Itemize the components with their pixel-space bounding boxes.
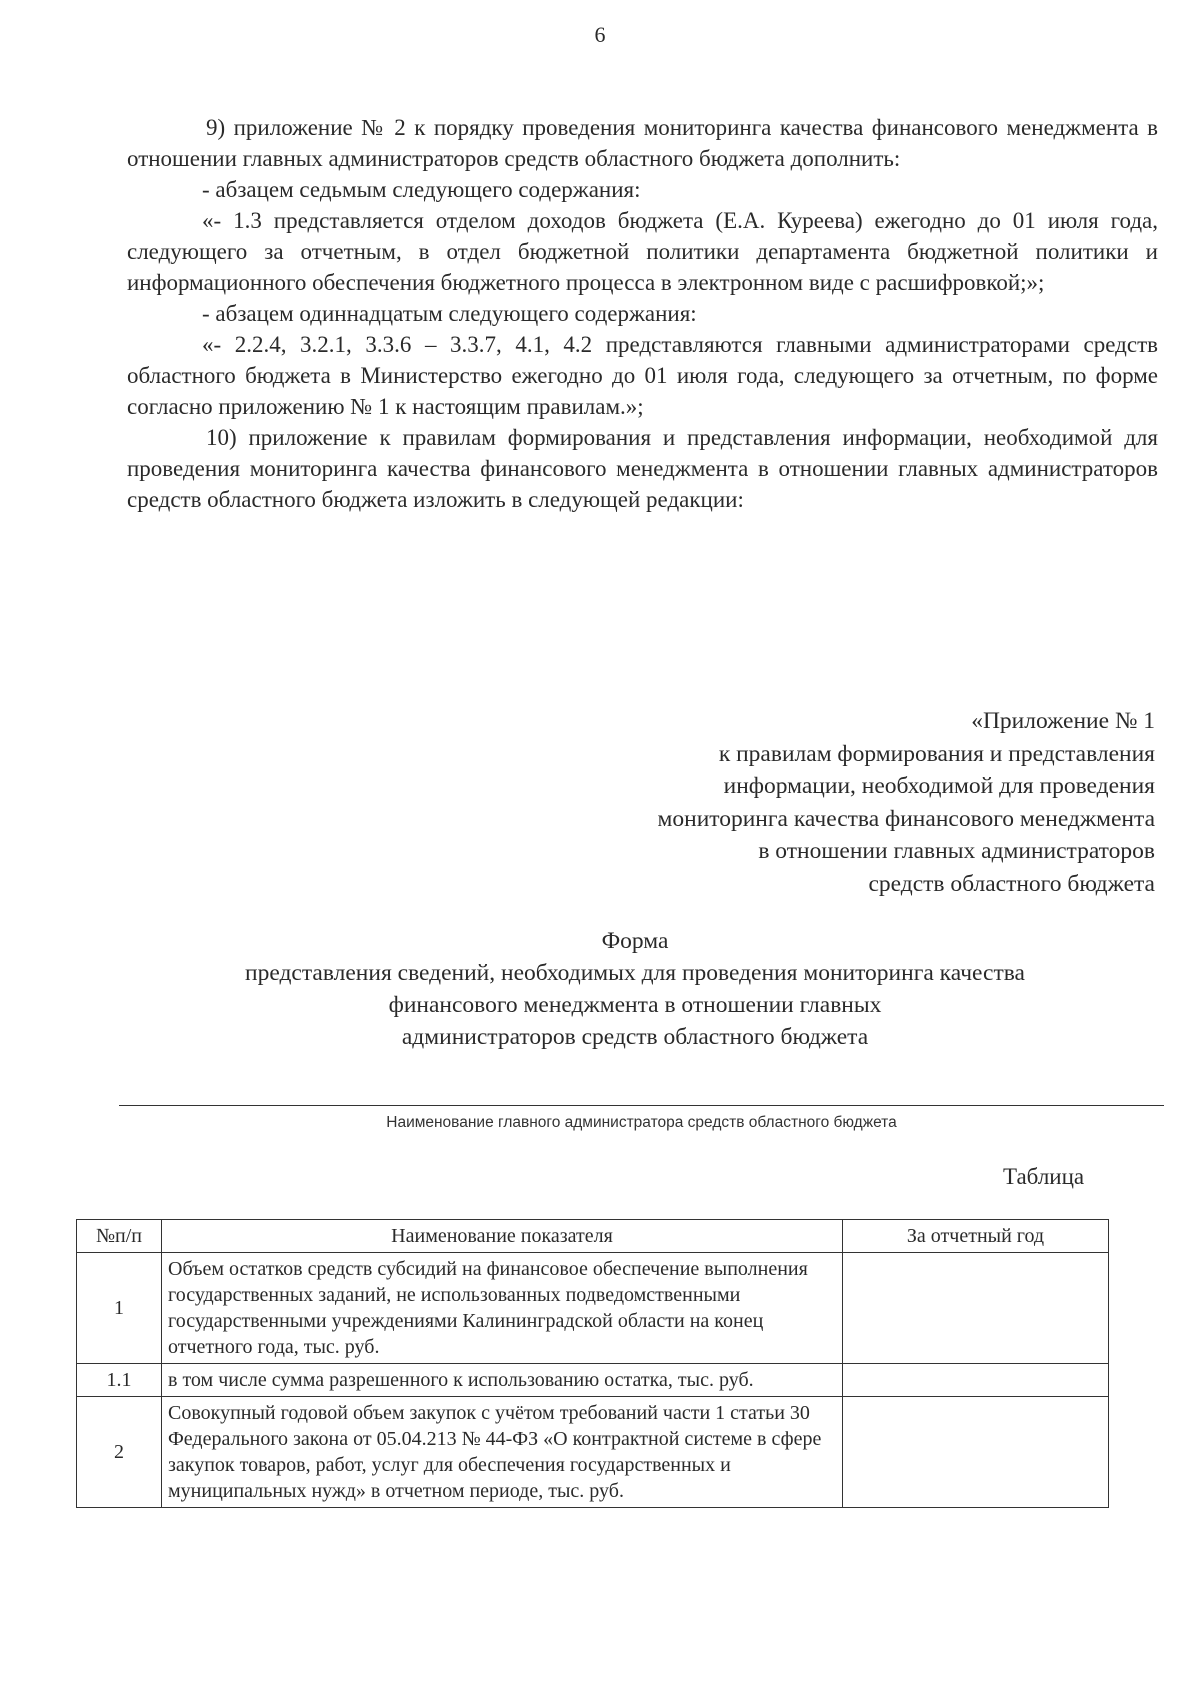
indicators-table [76, 1219, 1109, 1508]
row-value [843, 1364, 1109, 1397]
table-header-row [77, 1220, 1109, 1253]
row-num: 1 [77, 1253, 162, 1364]
form-subtitle-line: администраторов средств областного бюджета [401, 1024, 869, 1050]
admin-name-caption: Наименование главного администратора средств областного бюджета [386, 1114, 897, 1131]
row-value [843, 1253, 1109, 1364]
appendix-header [520, 705, 1155, 900]
header-name: Наименование показателя [162, 1220, 843, 1253]
form-subtitle-line: представления сведений, необходимых для проведения мониторинга качества [245, 960, 1025, 986]
form-title: Форма [601, 928, 669, 954]
row-num: 2 [77, 1397, 162, 1508]
table-label: Таблица [1003, 1164, 1085, 1189]
row-name: в том числе сумма разрешенного к использованию остатка, тыс. руб. [162, 1364, 843, 1397]
form-subtitle-line: финансового менеджмента в отношении главных [388, 992, 882, 1018]
appendix-line: в отношении главных администраторов [758, 838, 1155, 864]
table-row [77, 1364, 1109, 1397]
appendix-line: мониторинга качества финансового менеджмента [657, 805, 1155, 832]
paragraph-quote-2-2-4: «- 2.2.4, 3.2.1, 3.3.6 – 3.3.7, 4.1, 4.2 представляются главными администраторами средств областного бюджета в Министерство ежегодно до 01 июля года, следующего за отчетным, по форме согласно приложению № 1 к настоящим правилам.»; [127, 332, 1158, 419]
form-title-block [110, 925, 1160, 1053]
appendix-line: «Приложение № 1 [971, 708, 1155, 734]
header-num: №п/п [77, 1220, 162, 1253]
paragraph-item-10: 10) приложение к правилам формирования и представления информации, необходимой для проведения мониторинга качества финансового менеджмента в отношении главных администраторов средств областного бюджета изложить в следующей редакции: [127, 425, 1158, 512]
row-name: Объем остатков средств субсидий на финансовое обеспечение выполнения государственных заданий, не использованных подведомственными государственными учреждениями Калининградской области на конец отчетного года, тыс. руб. [162, 1253, 843, 1364]
table-row [77, 1253, 1109, 1364]
appendix-line: к правилам формирования и представления [718, 740, 1155, 767]
appendix-line: средств областного бюджета [868, 870, 1155, 897]
paragraph-item-9: 9) приложение № 2 к порядку проведения мониторинга качества финансового менеджмента в отношении главных администраторов средств областного бюджета дополнить: [127, 115, 1158, 171]
row-name: Совокупный годовой объем закупок с учётом требований части 1 статьи 30 Федерального закона от 05.04.213 № 44-ФЗ «О контрактной системе в сфере закупок товаров, работ, услуг для обеспечения государственных и муниципальных нужд» в отчетном периоде, тыс. руб. [162, 1397, 843, 1508]
row-value [843, 1397, 1109, 1508]
paragraph-quote-1-3: «- 1.3 представляется отделом доходов бюджета (Е.А. Куреева) ежегодно до 01 июля года, следующего за отчетным, в отдел бюджетной политики департамента бюджетной политики и информационного обеспечения бюджетного процесса в электронном виде с расшифровкой;»; [127, 208, 1158, 295]
admin-name-fill-line [119, 1105, 1164, 1106]
header-value: За отчетный год [843, 1220, 1109, 1253]
appendix-line: информации, необходимой для проведения [723, 773, 1155, 799]
paragraph-seventh-abzac: - абзацем седьмым следующего содержания: [202, 177, 641, 202]
paragraph-eleventh-abzac: - абзацем одиннадцатым следующего содержания: [202, 301, 697, 326]
page-number: 6 [594, 22, 606, 47]
row-num: 1.1 [77, 1364, 162, 1397]
body-text [127, 112, 1158, 515]
table-row [77, 1397, 1109, 1508]
